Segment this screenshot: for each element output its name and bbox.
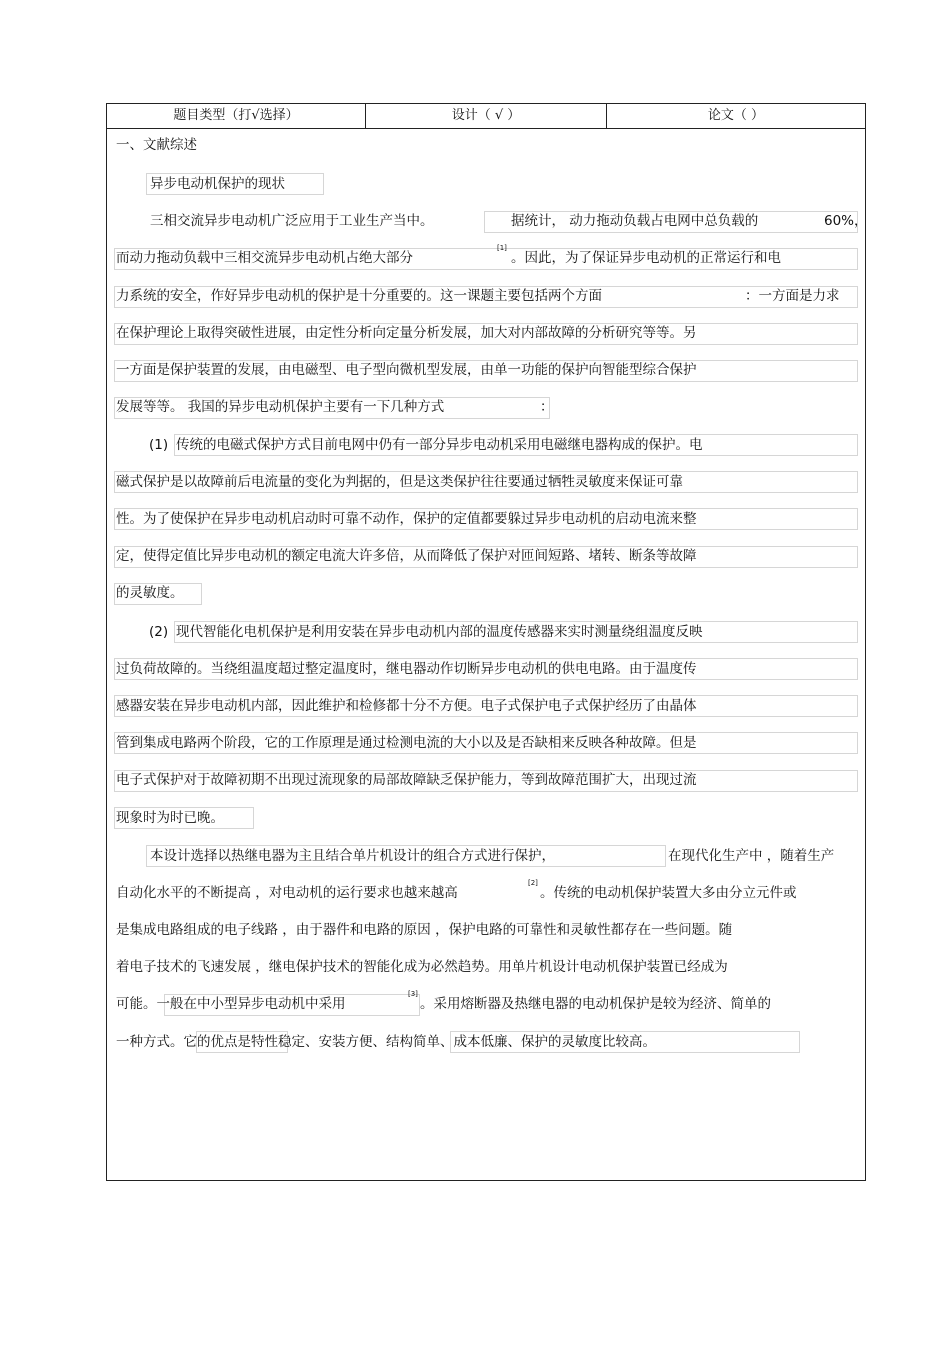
item2-line4: 管到集成电路两个阶段，它的工作原理是通过检测电流的大小以及是否缺相来反映各种故障。但是 bbox=[116, 735, 697, 751]
item2-line2: 过负荷故障的。当绕组温度超过整定温度时，继电器动作切断异步电动机的供电电路。由于温度传 bbox=[116, 661, 697, 677]
p1-line1a: 三相交流异步电动机广泛应用于工业生产当中。 bbox=[150, 213, 434, 229]
p3-line1a: 本设计选择以热继电器为主且结合单片机设计的组合方式进行保护， bbox=[150, 848, 555, 864]
p1-line3a: 力系统的安全，作好异步电动机的保护是十分重要的。这一课题主要包括两个方面 bbox=[116, 288, 602, 304]
p1-line2a: 而动力拖动负载中三相交流异步电动机占绝大部分 bbox=[116, 250, 413, 266]
item2-number: (2) bbox=[149, 624, 169, 640]
p3-line2a: 自动化水平的不断提高 ，对电动机的运行要求也越来越高 bbox=[116, 885, 458, 901]
p3-line4: 着电子技术的飞速发展 ，继电保护技术的智能化成为必然趋势。用单片机设计电动机保护装置已经成为 bbox=[116, 959, 728, 975]
item1-line4: 定，使得定值比异步电动机的额定电流大许多倍，从而降低了保护对匝间短路、堵转、断条等故障 bbox=[116, 548, 697, 564]
p3-line5b: 。采用熔断器及热继电器的电动机保护是较为经济、简单的 bbox=[420, 996, 771, 1012]
citation-3: [3] bbox=[408, 990, 418, 998]
topic-type-cell: 题目类型（打√选择） bbox=[107, 104, 366, 128]
p3-line3: 是集成电路组成的电子线路 ，由于器件和电路的原因 ，保护电路的可靠性和灵敏性都存在一些问题。随 bbox=[116, 922, 733, 938]
p1-line5: 一方面是保护装置的发展，由电磁型、电子型向微机型发展，由单一功能的保护向智能型综合保护 bbox=[116, 362, 697, 378]
thesis-option-cell: 论文（ ） bbox=[707, 108, 765, 123]
item2-line5: 电子式保护对于故障初期不出现过流现象的局部故障缺乏保护能力，等到故障范围扩大，出现过流 bbox=[116, 772, 697, 788]
item1-line1: 传统的电磁式保护方式目前电网中仍有一部分异步电动机采用电磁继电器构成的保护。电 bbox=[176, 437, 703, 453]
header-row bbox=[107, 104, 865, 129]
design-option-cell: 设计（ √ ） bbox=[366, 104, 607, 128]
item1-line3: 性。为了使保护在异步电动机启动时可靠不动作，保护的定值都要躲过异步电动机的启动电流来整 bbox=[116, 511, 697, 527]
citation-2: [2] bbox=[528, 879, 538, 887]
item1-line5: 的灵敏度。 bbox=[116, 585, 184, 601]
p3-line6: 一种方式。它的优点是特性稳定、安装方便、结构简单、成本低廉、保护的灵敏度比较高。 bbox=[116, 1034, 656, 1050]
item2-line3: 感器安装在异步电动机内部，因此维护和检修都十分不方便。电子式保护电子式保护经历了由晶体 bbox=[116, 698, 697, 714]
p1-line2b: 。因此，为了保证异步电动机的正常运行和电 bbox=[511, 250, 781, 266]
p3-line1b: 在现代化生产中 ，随着生产 bbox=[668, 848, 835, 864]
p1-line1b: 据统计， 动力拖动负载占电网中总负载的 bbox=[511, 213, 759, 229]
subtitle: 异步电动机保护的现状 bbox=[150, 176, 285, 192]
item2-line1: 现代智能化电机保护是利用安装在异步电动机内部的温度传感器来实时测量绕组温度反映 bbox=[176, 624, 703, 640]
section-title: 一、文献综述 bbox=[116, 137, 197, 153]
item1-line2: 磁式保护是以故障前后电流量的变化为判据的，但是这类保护往往要通过牺牲灵敏度来保证可靠 bbox=[116, 474, 683, 490]
item1-number: (1) bbox=[149, 437, 169, 453]
p1-line4: 在保护理论上取得突破性进展，由定性分析向定量分析发展，加大对内部故障的分析研究等等。另 bbox=[116, 325, 697, 341]
p3-line5a: 可能。一般在中小型异步电动机中采用 bbox=[116, 996, 346, 1012]
p1-line6b: ： bbox=[540, 399, 554, 415]
item2-line6: 现象时为时已晚。 bbox=[116, 810, 224, 826]
p3-line2b: 。传统的电动机保护装置大多由分立元件或 bbox=[540, 885, 797, 901]
p1-line6a: 发展等等。 我国的异步电动机保护主要有一下几种方式 bbox=[116, 399, 445, 415]
p1-line3b: ：一方面是力求 bbox=[745, 288, 840, 304]
p1-line1c: 60%， bbox=[824, 213, 868, 229]
citation-1: [1] bbox=[497, 244, 507, 252]
